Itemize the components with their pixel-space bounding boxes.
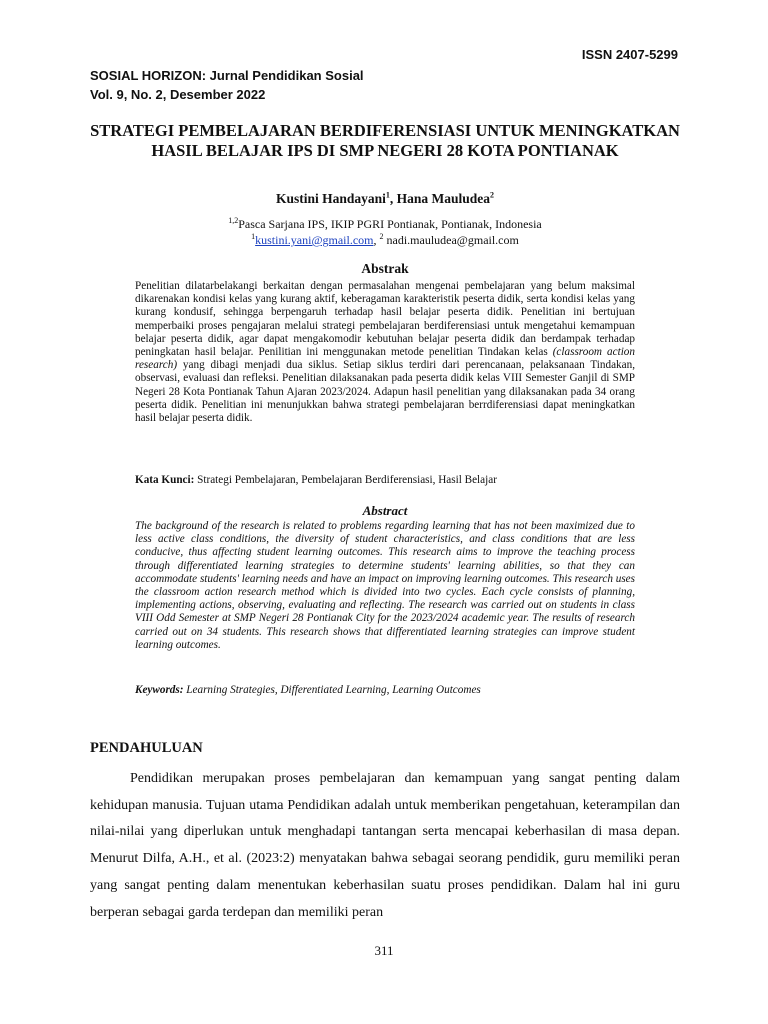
email-line xyxy=(90,232,680,248)
email-1-link[interactable]: kustini.yani@gmail.com xyxy=(255,233,374,247)
author-separator: , xyxy=(389,191,397,206)
abstract-body: The background of the research is related to problems regarding learning that has not been maximized due to less active class conditions, the diversity of student characteristics, and class conditions that are less conducive, thus affecting student learning outcomes. This research aims to improve the teaching process through differentiated learning strategies to determine students' learning abilities, so that they can accommodate students' learning needs and have an impact on improving learning outcomes. This research uses the classroom action research method which is divided into two cycles. Each cycle consists of planning, implementing actions, observing, evaluating and reflecting. The research was carried out on students in class VIII Odd Semester at SMP Negeri 28 Pontianak City for the 2023/2024 academic year. The results of research carried out on 34 students. This research shows that differentiated learning strategies can improve student learning outcomes. xyxy=(135,520,635,651)
journal-header xyxy=(90,66,364,104)
kata-kunci xyxy=(135,474,635,486)
journal-volume: Vol. 9, No. 2, Desember 2022 xyxy=(90,87,266,102)
keywords-text: Learning Strategies, Differentiated Learning, Learning Outcomes xyxy=(183,684,481,696)
kata-kunci-label: Kata Kunci: xyxy=(135,474,195,486)
abstrak-heading: Abstrak xyxy=(361,261,409,276)
authors-line xyxy=(90,191,680,207)
abstract-heading: Abstract xyxy=(362,503,408,518)
abstrak-body xyxy=(135,280,635,425)
author-1-sup: 1 xyxy=(385,190,390,200)
email-2: nadi.mauludea@gmail.com xyxy=(383,233,519,247)
keywords-label: Keywords: xyxy=(135,684,184,696)
abstrak-text-2: yang dibagi menjadi dua siklus. Setiap siklus terdiri dari perencanaan, pelaksanaan Tindakan, observasi, evaluasi dan refleksi. Penelitian dilaksanakan pada peserta didik kelas VIII Semester Ganjil di SMP Negeri 28 Kota Pontianak Tahun Ajaran 2023/2024. Adapun hasil penelitian yang dilaksanakan pada 34 orang peserta didik. Penelitian ini menunjukkan bahwa strategi pembelajaran berrdiferensiasi dapat meningkatkan hasil belajar peserta didik. xyxy=(135,359,635,425)
author-2-sup: 2 xyxy=(490,190,495,200)
affiliation-text: Pasca Sarjana IPS, IKIP PGRI Pontianak, Pontianak, Indonesia xyxy=(238,217,542,231)
author-2: Hana Mauludea xyxy=(396,191,491,206)
abstrak-text-1: Penelitian dilatarbelakangi berkaitan dengan permasalahan mengenai pembelajaran yang belum maksimal dikarenakan kondisi kelas yang kurang aktif, keberagaman karakteristik peserta didik, serta kondisi kelas yang kurang kondusif, sehingga berpengaruh terhadap hasil belajar peserta didik. Penelitian ini bertujuan memperbaiki proses pengajaran melalui strategi pembelajaran berdiferensiasi untuk mengetahui kemampuan belajar peserta didik, agar dapat mengakomodir kebutuhan belajar peserta didik dan berdampak terhadap peningkatan hasil belajar. Penilitian ini menggunakan metode penelitian Tindakan kelas xyxy=(135,280,635,359)
author-1: Kustini Handayani xyxy=(275,191,386,206)
abstrak-italic: (classroom action research) xyxy=(135,346,635,372)
issn-label: ISSN 2407-5299 xyxy=(581,47,678,62)
kata-kunci-text: Strategi Pembelajaran, Pembelajaran Berdiferensiasi, Hasil Belajar xyxy=(194,474,497,486)
section-heading: PENDAHULUAN xyxy=(90,740,203,756)
affiliation-sup: 1,2 xyxy=(228,216,239,225)
affiliation-line xyxy=(90,216,680,232)
email-separator: , xyxy=(373,233,380,247)
journal-name: SOSIAL HORIZON: Jurnal Pendidikan Sosial xyxy=(90,68,364,83)
affiliation-block xyxy=(90,216,680,248)
paper-title: STRATEGI PEMBELAJARAN BERDIFERENSIASI UNTUK MENINGKATKAN HASIL BELAJAR IPS DI SMP NEGERI 28 KOTA PONTIANAK xyxy=(90,121,680,160)
keywords xyxy=(135,684,635,696)
page-number: 311 xyxy=(374,943,394,958)
email-1-sup: 1 xyxy=(251,232,256,241)
email-2-sup: 2 xyxy=(379,232,384,241)
intro-paragraph: Pendidikan merupakan proses pembelajaran dan kemampuan yang sangat penting dalam kehidupan manusia. Tujuan utama Pendidikan adalah untuk memberikan pengetahuan, keterampilan dan nilai-nilai yang diperlukan untuk menghadapi tantangan serta mencapai keberhasilan di masa depan. Menurut Dilfa, A.H., et al. (2023:2) menyatakan bahwa sebagai seorang pendidik, guru memiliki peran yang sangat penting dalam menentukan keberhasilan suatu proses pendidikan. Dalam hal ini guru berperan sebagai garda terdepan dan memiliki peran xyxy=(90,771,680,920)
